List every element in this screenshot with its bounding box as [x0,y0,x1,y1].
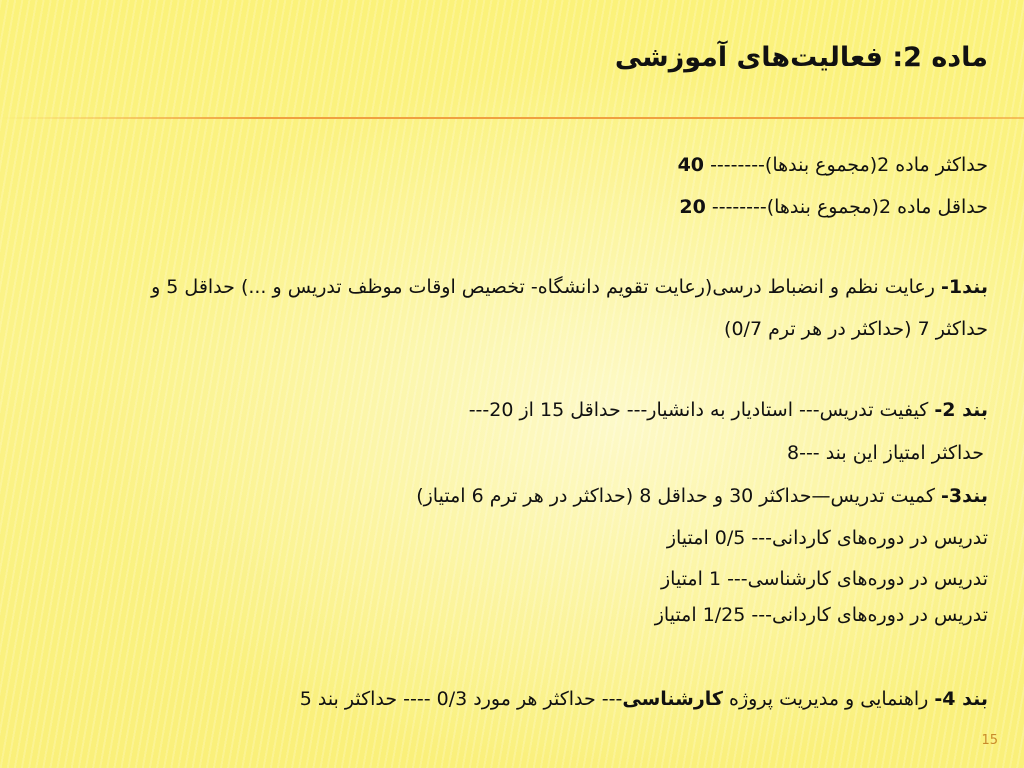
line-text: کیفیت تدریس--- استادیار به دانشیار--- حداقل 15 از 20--- [468,399,935,421]
title-divider [0,117,1024,119]
line-text: حداقل ماده 2(مجموع بندها)-------- [711,196,988,218]
page-number: 15 [981,733,998,748]
max-total-line [678,152,988,178]
clause-2-max-line [787,440,984,466]
teaching-associate-line-2 [655,602,988,628]
bachelor-emphasis: کارشناسی [622,688,723,710]
clause-1-line [0,274,988,300]
min-total-line [679,194,988,220]
clause-1-label: بند1- [941,276,988,298]
clause-3-label: بند3- [941,485,988,507]
clause-4-label: بند 4- [934,688,988,710]
min-total-value: 20 [679,196,706,218]
line-text: کمیت تدریس—حداکثر 30 و حداقل 8 (حداکثر در هر ترم 6 امتیاز) [416,485,941,507]
clause-2-line [469,397,988,423]
line-text: تدریس در دوره‌های کاردانی--- 0/5 امتیاز [666,527,988,549]
teaching-associate-line [667,525,988,551]
slide-title: ماده 2: فعالیت‌های آموزشی [614,42,988,73]
clause-2-label: بند 2- [934,399,988,421]
line-text: تدریس در دوره‌های کارشناسی--- 1 امتیاز [661,568,988,590]
line-text: حداکثر امتیاز این بند ---8 [787,442,984,464]
clause-4-line [300,686,988,712]
line-text: رعایت نظم و انضباط درسی(رعایت تقویم دانشگاه- تخصیص اوقات موظف تدریس و ...) حداقل 5 و [151,276,941,298]
clause-1-max-line [724,316,988,342]
line-text: حداکثر ماده 2(مجموع بندها)-------- [710,154,988,176]
clause-3-line [416,483,988,509]
max-total-value: 40 [677,154,705,176]
line-text: تدریس در دوره‌های کاردانی--- 1/25 امتیاز [654,604,988,626]
line-text: راهنمایی و مدیریت پروژه [722,688,935,710]
line-text: --- حداکثر هر مورد 0/3 ---- حداکثر بند 5 [299,688,623,710]
teaching-bachelor-line [661,566,988,592]
line-text: حداکثر 7 (حداکثر در هر ترم 0/7) [724,318,988,340]
